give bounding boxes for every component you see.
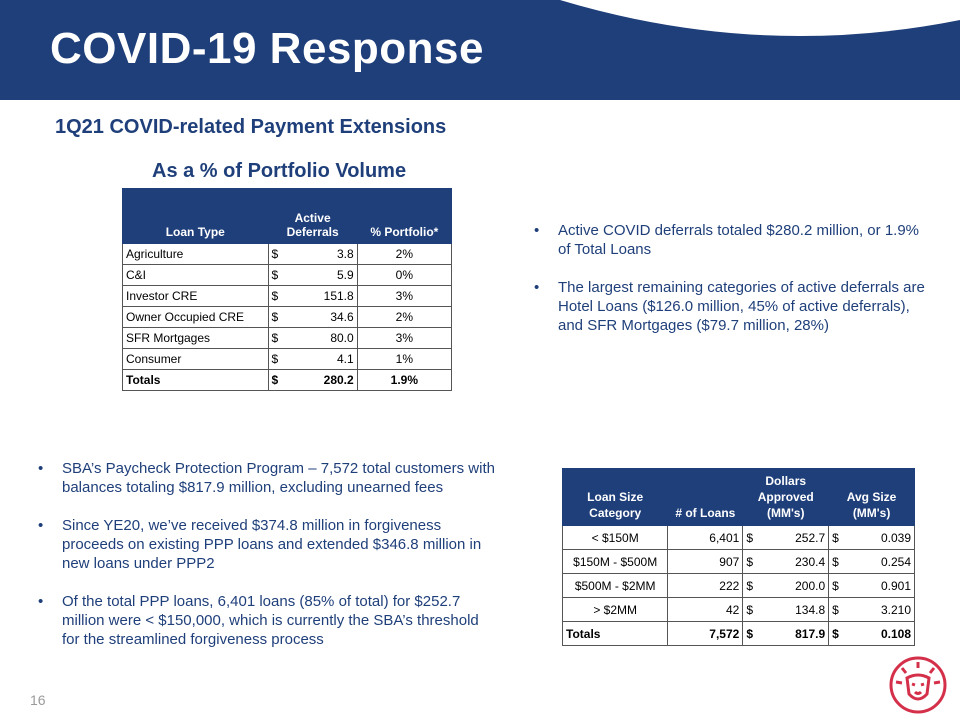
avg-size-cell: 0.254 <box>844 550 914 574</box>
loan-type-cell: C&I <box>123 265 269 286</box>
column-header: Loan Type <box>123 189 269 244</box>
currency-symbol: $ <box>743 622 759 646</box>
currency-symbol: $ <box>743 550 759 574</box>
deferral-amount-cell <box>268 307 357 328</box>
bullet-item <box>38 459 498 497</box>
page-title: COVID-19 Response <box>50 24 484 73</box>
currency-symbol: $ <box>829 574 845 598</box>
bullet-dot: • <box>38 593 44 610</box>
column-header: Loan Size Category <box>563 469 668 526</box>
column-header: # of Loans <box>668 469 743 526</box>
loan-size-category-cell: > $2MM <box>563 598 668 622</box>
currency-symbol: $ <box>271 373 279 387</box>
currency-symbol: $ <box>743 574 759 598</box>
table-row <box>123 349 452 370</box>
currency-symbol: $ <box>829 622 845 646</box>
deferral-amount: 151.8 <box>323 289 354 303</box>
portfolio-pct-cell: 3% <box>357 328 451 349</box>
avg-size-cell: 0.039 <box>844 526 914 550</box>
dollars-approved-cell: 134.8 <box>759 598 829 622</box>
section-subtitle: 1Q21 COVID-related Payment Extensions <box>55 116 447 138</box>
loan-count-cell: 7,572 <box>668 622 743 646</box>
currency-symbol: $ <box>829 550 845 574</box>
ppp-loan-size-table <box>562 468 915 646</box>
bullet-text: Of the total PPP loans, 6,401 loans (85% of total) for $252.7 million were < $150,000, which is currently the SBA’s threshold for the streamlined forgiveness process <box>62 593 479 648</box>
deferral-amount-cell <box>268 286 357 307</box>
loan-type-cell: SFR Mortgages <box>123 328 269 349</box>
deferral-amount-cell <box>268 328 357 349</box>
bullet-dot: • <box>38 460 44 477</box>
dollars-approved-cell: 200.0 <box>759 574 829 598</box>
column-header: Dollars Approved (MM's) <box>743 469 829 526</box>
dollars-approved-cell: 252.7 <box>759 526 829 550</box>
loan-size-category-cell: < $150M <box>563 526 668 550</box>
loan-type-cell: Consumer <box>123 349 269 370</box>
table-row <box>563 622 915 646</box>
avg-size-cell: 3.210 <box>844 598 914 622</box>
deferral-amount: 3.8 <box>337 247 354 261</box>
table-row <box>563 550 915 574</box>
currency-symbol: $ <box>829 526 845 550</box>
ppp-bullet-list <box>38 459 498 668</box>
currency-symbol: $ <box>743 598 759 622</box>
column-header: Avg Size (MM's) <box>829 469 915 526</box>
deferral-bullet-list <box>534 221 934 354</box>
avg-size-cell: 0.901 <box>844 574 914 598</box>
deferral-amount: 280.2 <box>323 373 354 387</box>
bullet-text: Since YE20, we’ve received $374.8 million in forgiveness proceeds on existing PPP loans and extended $346.8 million in new loans under PPP2 <box>62 517 482 572</box>
bullet-text: The largest remaining categories of active deferrals are Hotel Loans ($126.0 million, 45% of active deferrals), and SFR Mortgages ($79.7 million, 28%) <box>558 279 925 334</box>
portfolio-pct-cell: 3% <box>357 286 451 307</box>
bullet-dot: • <box>38 517 44 534</box>
loan-count-cell: 222 <box>668 574 743 598</box>
loan-type-cell: Agriculture <box>123 244 269 265</box>
column-header: Active Deferrals <box>268 189 357 244</box>
page-number: 16 <box>30 692 46 708</box>
deferral-table <box>122 188 452 391</box>
header-band <box>0 0 960 100</box>
bullet-text: Active COVID deferrals totaled $280.2 million, or 1.9% of Total Loans <box>558 222 920 258</box>
bullet-item <box>534 221 934 259</box>
deferral-amount-cell <box>268 244 357 265</box>
bullet-text: SBA’s Paycheck Protection Program – 7,572 total customers with balances totaling $817.9 million, excluding unearned fees <box>62 460 495 496</box>
loan-size-category-cell: $150M - $500M <box>563 550 668 574</box>
deferral-amount: 34.6 <box>330 310 354 324</box>
table-row <box>123 265 452 286</box>
currency-symbol: $ <box>271 247 279 261</box>
portfolio-pct-cell: 1% <box>357 349 451 370</box>
currency-symbol: $ <box>271 331 279 345</box>
table-row <box>123 286 452 307</box>
loan-count-cell: 42 <box>668 598 743 622</box>
loan-type-cell: Owner Occupied CRE <box>123 307 269 328</box>
table-row <box>123 328 452 349</box>
table-row <box>123 370 452 391</box>
loan-size-category-cell: $500M - $2MM <box>563 574 668 598</box>
deferral-amount-cell <box>268 265 357 286</box>
deferral-amount-cell <box>268 349 357 370</box>
bullet-item <box>38 592 498 649</box>
loan-count-cell: 907 <box>668 550 743 574</box>
avg-size-cell: 0.108 <box>844 622 914 646</box>
deferral-table-header-row <box>123 189 452 244</box>
deferral-amount-cell <box>268 370 357 391</box>
currency-symbol: $ <box>271 352 279 366</box>
table-row <box>563 526 915 550</box>
table-row <box>123 307 452 328</box>
bullet-dot: • <box>534 279 540 296</box>
currency-symbol: $ <box>829 598 845 622</box>
deferral-amount: 4.1 <box>337 352 354 366</box>
currency-symbol: $ <box>271 310 279 324</box>
loan-type-cell: Totals <box>123 370 269 391</box>
loan-count-cell: 6,401 <box>668 526 743 550</box>
bullet-item <box>534 278 934 335</box>
table-row <box>563 598 915 622</box>
ppp-table-header-row <box>563 469 915 526</box>
loan-size-category-cell: Totals <box>563 622 668 646</box>
loan-type-cell: Investor CRE <box>123 286 269 307</box>
dollars-approved-cell: 230.4 <box>759 550 829 574</box>
table-row <box>123 244 452 265</box>
portfolio-pct-cell: 1.9% <box>357 370 451 391</box>
portfolio-pct-cell: 2% <box>357 307 451 328</box>
deferral-amount: 80.0 <box>330 331 354 345</box>
dollars-approved-cell: 817.9 <box>759 622 829 646</box>
deferral-table-heading: As a % of Portfolio Volume <box>152 160 407 182</box>
table-row <box>563 574 915 598</box>
portfolio-pct-cell: 2% <box>357 244 451 265</box>
currency-symbol: $ <box>743 526 759 550</box>
column-header: % Portfolio* <box>357 189 451 244</box>
deferral-amount: 5.9 <box>337 268 354 282</box>
bullet-item <box>38 516 498 573</box>
bullet-dot: • <box>534 222 540 239</box>
currency-symbol: $ <box>271 289 279 303</box>
currency-symbol: $ <box>271 268 279 282</box>
lion-icon <box>887 654 949 716</box>
portfolio-pct-cell: 0% <box>357 265 451 286</box>
